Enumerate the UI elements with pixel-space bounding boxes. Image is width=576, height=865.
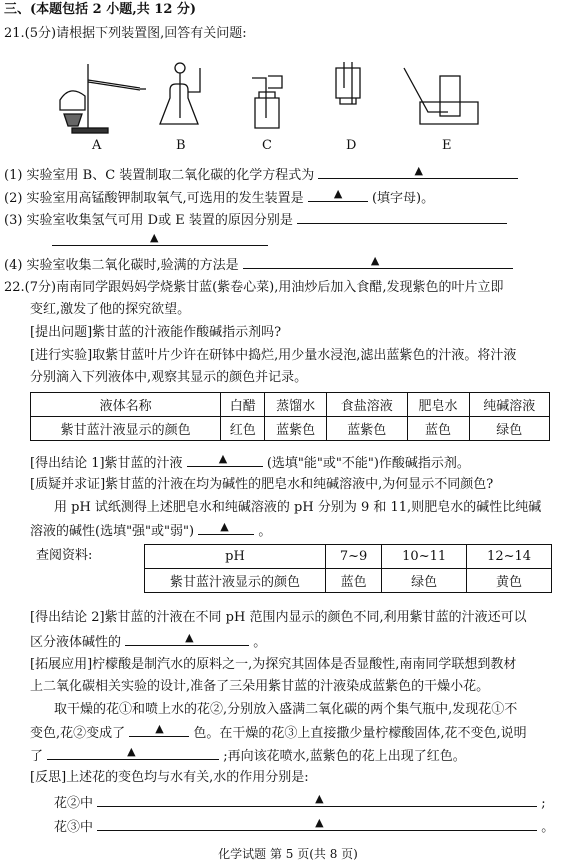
- table-cell: 12~14: [467, 545, 552, 569]
- answer-blank[interactable]: [97, 818, 537, 831]
- q21-p3: (3) 实验室收集氢气可用 D或 E 装置的原因分别是: [4, 213, 293, 228]
- answer-blank[interactable]: [308, 189, 368, 202]
- q22-h2: 花②中: [54, 796, 94, 811]
- table-cell: 蓝紫色: [265, 417, 327, 441]
- answer-blank[interactable]: [97, 794, 537, 807]
- table-cell: 食盐溶液: [327, 393, 407, 417]
- q22-h3: 花③中: [54, 820, 94, 835]
- q21-p2-tail: (填字母)。: [371, 191, 435, 206]
- table-cell: 纯碱溶液: [469, 393, 549, 417]
- table-cell: 7~9: [326, 545, 382, 569]
- table-cell: pH: [145, 545, 326, 569]
- q22-c1a: [得出结论 1]紫甘蓝的汁液: [30, 456, 183, 471]
- apparatus-e-icon: [404, 68, 478, 124]
- q22-c2a: [得出结论 2]紫甘蓝的汁液在不同 pH 范围内显示的颜色不同,利用紫甘蓝的汁液还可以: [30, 610, 527, 625]
- triangle-mark: ▲: [414, 164, 423, 177]
- section-title: 三、(本题包括 2 小题,共 12 分): [4, 2, 197, 17]
- table-cell: 绿色: [469, 417, 549, 441]
- q21-p4: (4) 实验室收集二氧化碳时,验满的方法是: [4, 258, 239, 273]
- answer-blank[interactable]: [198, 522, 254, 535]
- q22-ph2: 溶液的碱性(选填"强"或"弱"): [30, 524, 195, 539]
- q22-f1: 取干燥的花①和喷上水的花②,分别放入盛满二氧化碳的两个集气瓶中,发现花①不: [54, 702, 518, 717]
- answer-blank[interactable]: [243, 256, 513, 269]
- table-cell: 10~11: [382, 545, 467, 569]
- q22-ref: 查阅资料:: [36, 548, 93, 563]
- answer-blank[interactable]: [318, 166, 518, 179]
- q21-p2: (2) 实验室用高锰酸钾制取氧气,可选用的发生装置是: [4, 191, 304, 206]
- apparatus-b-icon: [160, 63, 200, 124]
- table-cell: 蓝色: [326, 569, 382, 593]
- table-ph-colors: [144, 544, 552, 593]
- q21-p1: (1) 实验室用 B、C 装置制取二氧化碳的化学方程式为: [4, 168, 315, 183]
- q22-ext2: 上二氧化碳相关实验的设计,准备了三朵用紫甘蓝的汁液染成蓝紫色的干燥小花。: [30, 679, 490, 694]
- table-indicator-colors: [30, 392, 550, 441]
- q21-stem: 21.(5分)请根据下列装置图,回答有关问题:: [4, 26, 247, 41]
- q22-q1: [质疑并求证]紫甘蓝的汁液在均为碱性的肥皂水和纯碱溶液中,为何显示不同颜色?: [30, 477, 494, 492]
- triangle-mark: ▲: [155, 722, 164, 735]
- q22-exp2: 分别滴入下列液体中,观察其显示的颜色并记录。: [30, 370, 308, 385]
- q22-stem1: 22.(7分)南南同学跟妈妈学烧紫甘蓝(紫卷心菜),用油炒后加入食醋,发现紫色的叶片立即: [4, 280, 504, 295]
- q22-ext1: [拓展应用]柠檬酸是制汽水的原料之一,为探究其固体是否显酸性,南南同学联想到教材: [30, 657, 517, 672]
- answer-blank[interactable]: [187, 454, 263, 467]
- q22-f3b: ;再向该花喷水,蓝紫色的花上出现了红色。: [223, 749, 466, 764]
- table-cell: 紫甘蓝汁液显示的颜色: [145, 569, 326, 593]
- apparatus-d-icon: [336, 62, 360, 104]
- answer-blank[interactable]: [47, 747, 219, 760]
- table-cell: 肥皂水: [407, 393, 469, 417]
- table-row: [31, 393, 550, 417]
- answer-blank[interactable]: [297, 211, 507, 224]
- table-cell: 紫甘蓝汁液显示的颜色: [31, 417, 221, 441]
- q22-c2b: 区分液体碱性的: [30, 635, 122, 650]
- table-cell: 蒸馏水: [265, 393, 327, 417]
- table-row: [31, 417, 550, 441]
- answer-blank[interactable]: [52, 233, 268, 246]
- q22-f2a: 变色,花②变成了: [30, 726, 126, 741]
- table-cell: 蓝紫色: [327, 417, 407, 441]
- label-c: C: [262, 138, 272, 153]
- q22-refl: [反思]上述花的变色均与水有关,水的作用分别是:: [30, 770, 309, 785]
- triangle-mark: ▲: [370, 254, 380, 267]
- q22-stem2: 变红,激发了他的探究欲望。: [30, 302, 191, 317]
- label-d: D: [346, 138, 357, 153]
- triangle-mark: ▲: [150, 231, 159, 244]
- triangle-mark: ▲: [185, 631, 194, 644]
- q22-ask: [提出问题]紫甘蓝的汁液能作酸碱指示剂吗?: [30, 325, 282, 340]
- label-a: A: [92, 138, 102, 153]
- label-b: B: [176, 138, 186, 153]
- q22-exp1: [进行实验]取紫甘蓝叶片少许在研钵中捣烂,用少量水浸泡,滤出蓝紫色的汁液。将汁液: [30, 348, 517, 363]
- answer-blank[interactable]: [129, 724, 189, 737]
- apparatus-a-icon: [60, 64, 146, 133]
- q22-f2b: 色。在干燥的花③上直接撒少量柠檬酸固体,花不变色,说明: [193, 726, 527, 741]
- answer-blank[interactable]: [125, 633, 249, 646]
- q22-f3a: 了: [30, 749, 44, 764]
- table-row: [145, 569, 552, 593]
- triangle-mark: ▲: [218, 452, 228, 465]
- table-cell: 绿色: [382, 569, 467, 593]
- q22-c1b: (选填"能"或"不能")作酸碱指示剂。: [266, 456, 470, 471]
- triangle-mark: ▲: [220, 520, 229, 533]
- table-cell: 蓝色: [407, 417, 469, 441]
- q22-ph1: 用 pH 试纸测得上述肥皂水和纯碱溶液的 pH 分别为 9 和 11,则肥皂水的碱性比纯碱: [54, 500, 542, 515]
- triangle-mark: ▲: [127, 745, 136, 758]
- apparatus-c-icon: [252, 76, 282, 128]
- table-row: [145, 545, 552, 569]
- table-cell: 白醋: [221, 393, 265, 417]
- table-cell: 红色: [221, 417, 265, 441]
- triangle-mark: ▲: [315, 792, 324, 805]
- page-footer: 化学试题 第 5 页(共 8 页): [218, 847, 358, 861]
- table-cell: 液体名称: [31, 393, 221, 417]
- triangle-mark: ▲: [333, 187, 343, 200]
- apparatus-figure: [0, 58, 576, 158]
- label-e: E: [442, 138, 452, 153]
- table-cell: 黄色: [467, 569, 552, 593]
- triangle-mark: ▲: [315, 816, 324, 829]
